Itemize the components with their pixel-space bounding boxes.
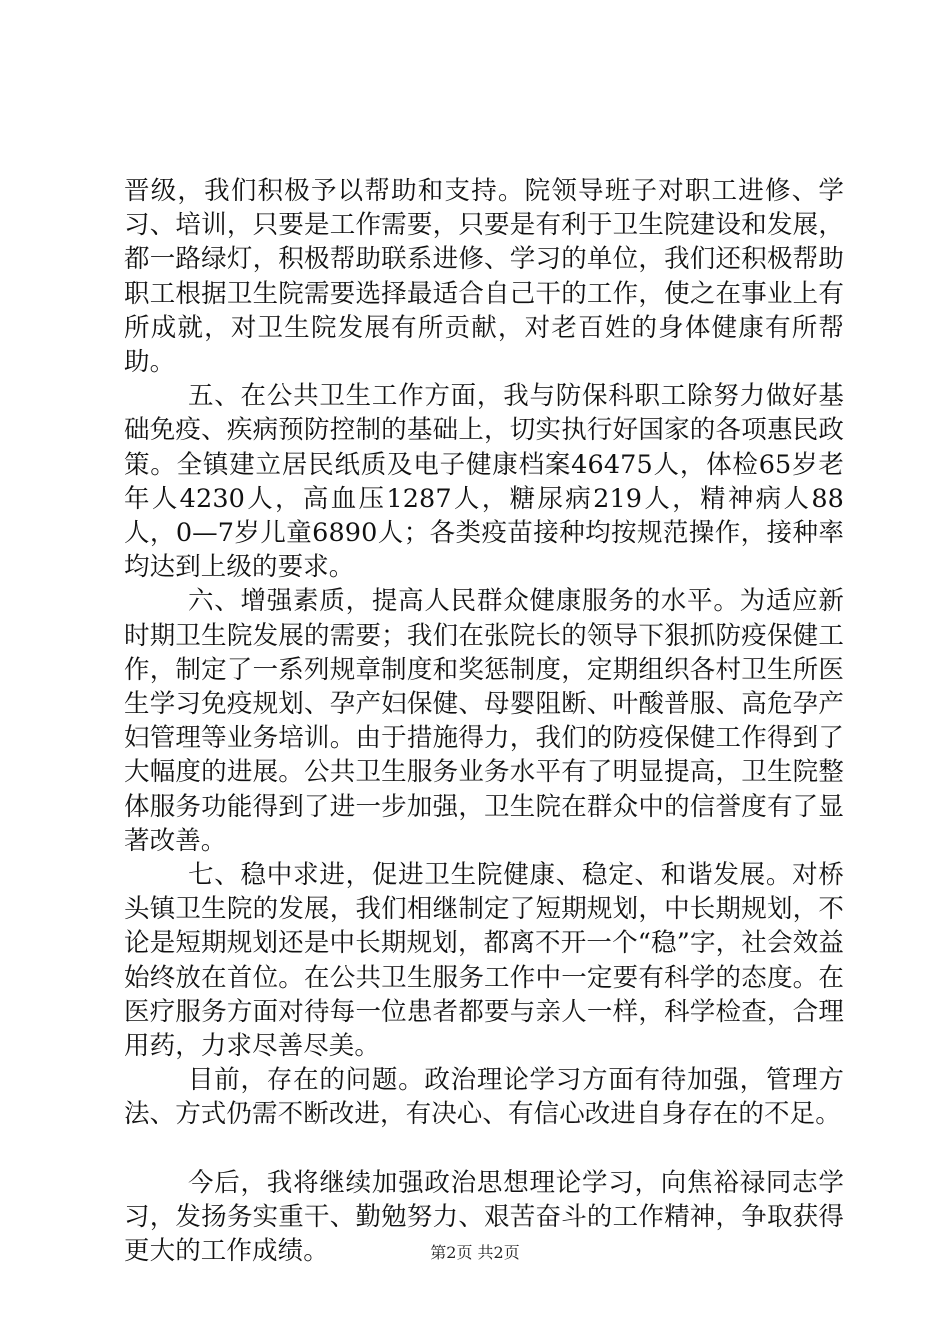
paragraph-section-six: 六、增强素质，提高人民群众健康服务的水平。为适应新时期卫生院发展的需要；我们在张院长的领导下狠抓防疫保健工作，制定了一系列规章制度和奖惩制度，定期组织各村卫生所医生学习免疫规划、孕产妇保健、母婴阻断、叶酸普服、高危孕产妇管理等业务培训。由于措施得力，我们的防疫保健工作得到了大幅度的进展。公共卫生服务业务水平有了明显提高，卫生院整体服务功能得到了进一步加强，卫生院在群众中的信誉度有了显著改善。 <box>124 586 844 856</box>
paragraph-section-seven: 七、稳中求进，促进卫生院健康、稳定、和谐发展。对桥头镇卫生院的发展，我们相继制定了短期规划，中长期规划，不论是短期规划还是中长期规划，都离不开一个“稳”字，社会效益始终放在首位。在公共卫生服务工作中一定要有科学的态度。在医疗服务方面对待每一位患者都要与亲人一样，科学检查，合理用药，力求尽善尽美。 <box>124 860 844 1062</box>
paragraph-current-problems: 目前，存在的问题。政治理论学习方面有待加强，管理方法、方式仍需不断改进，有决心、有信心改进自身存在的不足。 <box>124 1065 844 1130</box>
paragraph-future-plans: 今后，我将继续加强政治思想理论学习，向焦裕禄同志学习，发扬务实重干、勤勉努力、艰苦奋斗的工作精神，争取获得更大的工作成绩。 <box>124 1167 844 1267</box>
page-number-footer: 第2页 共2页 <box>430 1243 520 1262</box>
document-body <box>124 174 844 1268</box>
paragraph-continuation: 晋级，我们积极予以帮助和支持。院领导班子对职工进修、学习、培训，只要是工作需要，只要是有利于卫生院建设和发展，都一路绿灯，积极帮助联系进修、学习的单位，我们还积极帮助职工根据卫生院需要选择最适合自己干的工作，使之在事业上有所成就，对卫生院发展有所贡献，对老百姓的身体健康有所帮助。 <box>124 176 844 378</box>
paragraph-section-five: 五、在公共卫生工作方面，我与防保科职工除努力做好基础免疫、疾病预防控制的基础上，切实执行好国家的各项惠民政策。全镇建立居民纸质及电子健康档案46475人，体检65岁老年人4230人，高血压1287人，糖尿病219人，精神病人88人，0—7岁儿童6890人；各类疫苗接种均按规范操作，接种率均达到上级的要求。 <box>124 381 844 583</box>
